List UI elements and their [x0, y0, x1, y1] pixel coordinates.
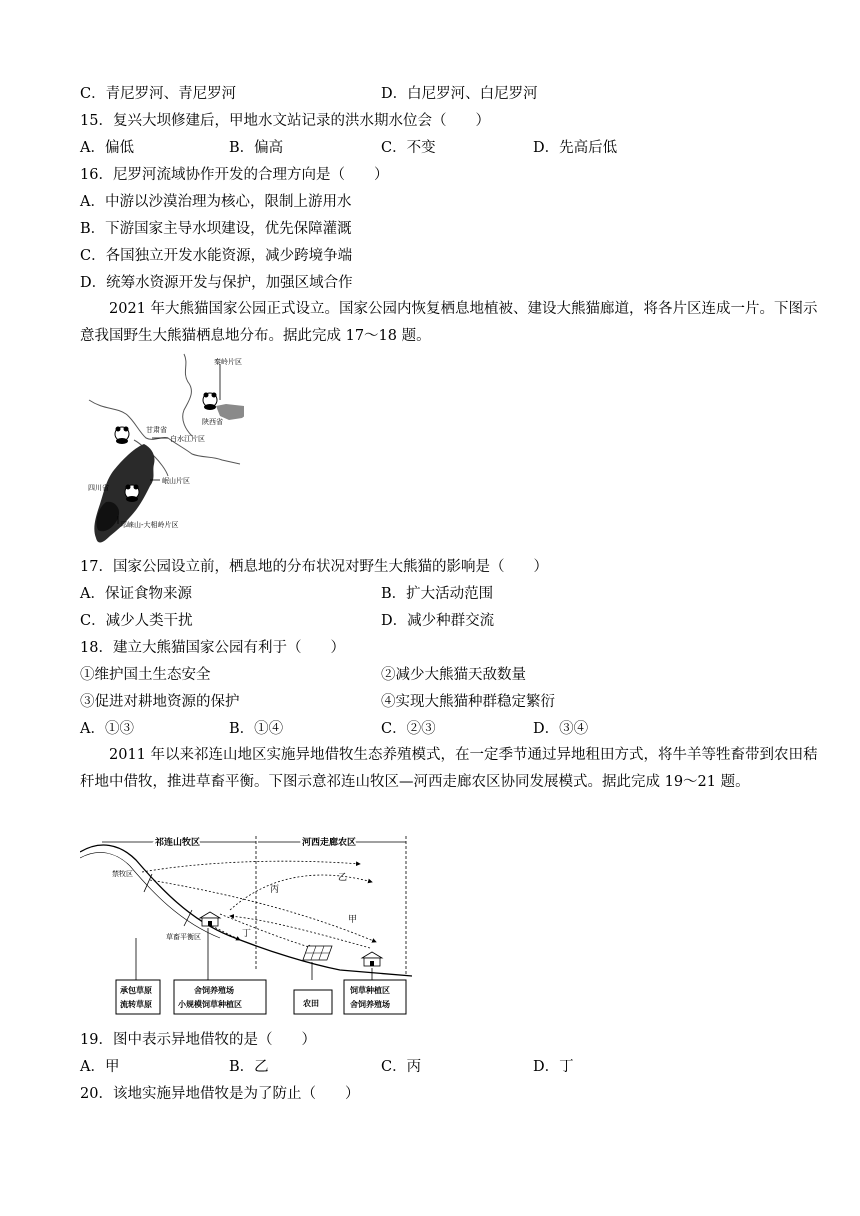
label-qionglai: 邛崃山-大相岭片区: [120, 521, 179, 529]
label-sichuan: 四川省: [88, 484, 109, 492]
panda-habitat-map: [84, 352, 244, 550]
label-minshan: 岷山片区: [162, 477, 190, 485]
q18-option-b: B．①④: [229, 721, 284, 737]
q18-statement-2: ②减少大熊猫天敌数量: [381, 667, 526, 683]
q20-stem: 20．该地实施异地借牧是为了防止（ ）: [80, 1086, 360, 1102]
label-bing: 丙: [270, 885, 280, 895]
q18-option-d: D．③④: [533, 721, 589, 737]
label-ding: 丁: [242, 929, 252, 939]
q18-statement-4: ④实现大熊猫种群稳定繁衍: [381, 694, 555, 710]
q16-option-b: B．下游国家主导水坝建设，优先保障灌溉: [80, 221, 352, 237]
q18-option-a: A．①③: [80, 721, 134, 737]
q14-option-d: D．白尼罗河、白尼罗河: [381, 86, 538, 102]
label-qinling: 秦岭片区: [214, 358, 242, 366]
label-gansu: 甘肃省: [146, 426, 167, 434]
region-qilian: 祁连山牧区: [155, 838, 201, 848]
q16-stem: 16．尼罗河流域协作开发的合理方向是（ ）: [80, 167, 389, 183]
q15-option-d: D．先高后低: [533, 140, 618, 156]
q16-option-c: C．各国独立开发水能资源，减少跨境争端: [80, 248, 353, 264]
q18-option-c: C．②③: [381, 721, 436, 737]
box3: 农田: [303, 999, 319, 1008]
q19-option-c: C．丙: [381, 1059, 422, 1075]
box2-line1: 舍饲养殖场: [194, 986, 234, 995]
label-shaanxi: 陕西省: [202, 418, 223, 426]
q17-option-b: B．扩大活动范围: [381, 586, 494, 602]
box4-line1: 饲草种植区: [350, 986, 390, 995]
box4-line2: 舍饲养殖场: [350, 1000, 390, 1009]
q18-statement-1: ①维护国土生态安全: [80, 667, 211, 683]
label-jia: 甲: [348, 915, 358, 925]
q19-option-d: D．丁: [533, 1059, 574, 1075]
q17-option-d: D．减少种群交流: [381, 613, 495, 629]
q19-option-a: A．甲: [80, 1059, 120, 1075]
label-caoxu: 草畜平衡区: [166, 933, 201, 941]
q15-stem: 15．复兴大坝修建后，甲地水文站记录的洪水期水位会（ ）: [80, 113, 490, 129]
q16-option-a: A．中游以沙漠治理为核心，限制上游用水: [80, 194, 352, 210]
box2-line2: 小规模饲草种植区: [178, 1000, 242, 1009]
q17-option-a: A．保证食物来源: [80, 586, 192, 602]
q18-statement-3: ③促进对耕地资源的保护: [80, 694, 240, 710]
region-hexi: 河西走廊农区: [302, 838, 357, 848]
passage-panda: 2021 年大熊猫国家公园正式设立。国家公园内恢复栖息地植被、建设大熊猫廊道，将各片区连成一片。下图示意我国野生大熊猫栖息地分布。据此完成 17～18 题。: [80, 301, 818, 344]
q15-option-a: A．偏低: [80, 140, 134, 156]
label-yi: 乙: [338, 873, 348, 883]
q15-option-b: B．偏高: [229, 140, 284, 156]
q19-stem: 19．图中表示异地借牧的是（ ）: [80, 1032, 316, 1048]
q15-option-c: C．不变: [381, 140, 436, 156]
q14-option-c: C．青尼罗河、青尼罗河: [80, 86, 237, 102]
passage-qilian: 2011 年以来祁连山地区实施异地借牧生态养殖模式，在一定季节通过异地租田方式，将牛羊等牲畜带到农田秸秆地中借牧，推进草畜平衡。下图示意祁连山牧区—河西走廊农区协同发展模式。据此完成 19～21 题。: [80, 747, 818, 790]
label-baishuijiang: 白水江片区: [170, 435, 205, 443]
q17-stem: 17．国家公园设立前，栖息地的分布状况对野生大熊猫的影响是（ ）: [80, 559, 548, 575]
box1-line1: 承包草原: [120, 986, 152, 995]
q19-option-b: B．乙: [229, 1059, 269, 1075]
box1-line2: 流转草原: [120, 1000, 152, 1009]
label-jinmu: 禁牧区: [112, 870, 133, 878]
grazing-model-diagram: [80, 830, 412, 1016]
q16-option-d: D．统筹水资源开发与保护，加强区域合作: [80, 275, 353, 291]
q18-stem: 18．建立大熊猫国家公园有利于（ ）: [80, 640, 345, 656]
q17-option-c: C．减少人类干扰: [80, 613, 193, 629]
